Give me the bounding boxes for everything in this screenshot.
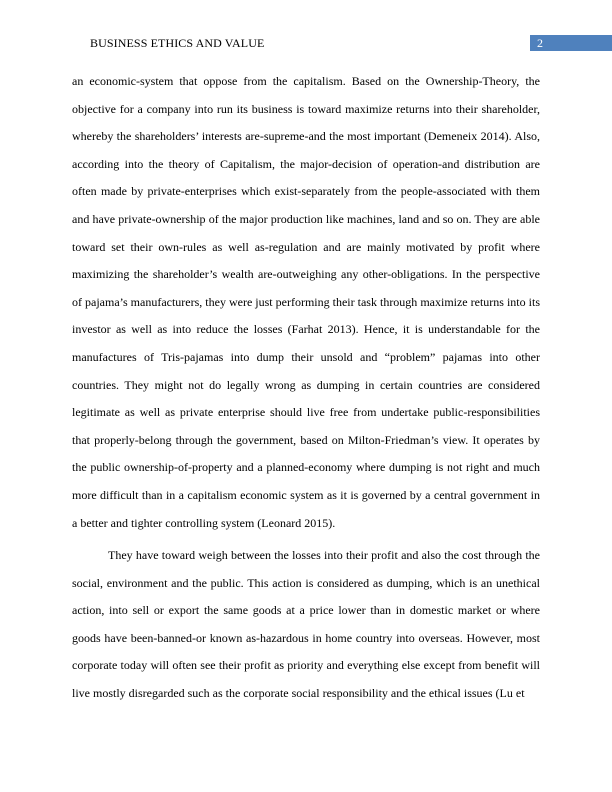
paragraph-2: They have toward weigh between the losses into their profit and also the cost through the social, environment and the public. This action is considered as dumping, which is an unethical action, into sell or export the same goods at a price lower than in domestic market or where goods have been-banned-or known as-hazardous in home country into overseas. However, most corporate today will often see their profit as priority and everything else except from benefit will live mostly disregarded such as the corporate social responsibility and the ethical issues (Lu et	[72, 548, 540, 701]
paragraph-1: an economic-system that oppose from the capitalism. Based on the Ownership-Theory, the objective for a company into run its business is toward maximize returns into their shareholder, whereby the shareholders’ interests are-supreme-and the most important (Demeneix 2014). Also, according into the theory of Capitalism, the major-decision of operation-and distribution are often made by private-enterprises which exist-separately from the people-associated with them and have private-ownership of the major production like machines, land and so on. They are able toward set their own-rules as well as-regulation and are mainly motivated by profit where maximizing the shareholder’s wealth are-outweighing any other-obligations. In the perspective of pajama’s manufacturers, they were just performing their task through maximize returns into its investor as well as into reduce the losses (Farhat 2013). Hence, it is understandable for the manufactures of Tris-pajamas into dump their unsold and “problem” pajamas into other countries. They might not do legally wrong as dumping in certain countries are considered legitimate as well as private enterprise should live free from undertake public-responsibilities that properly-belong through the government, based on Milton-Friedman’s view. It operates by the public ownership-of-property and a planned-economy where dumping is not right and much more difficult than in a capitalism economic system as it is governed by a central government in a better and tighter controlling system (Leonard 2015).	[72, 74, 540, 530]
page-number-badge	[530, 35, 612, 51]
page-number: 2	[537, 36, 543, 50]
running-head: BUSINESS ETHICS AND VALUE	[90, 36, 265, 50]
body-text	[72, 68, 540, 708]
